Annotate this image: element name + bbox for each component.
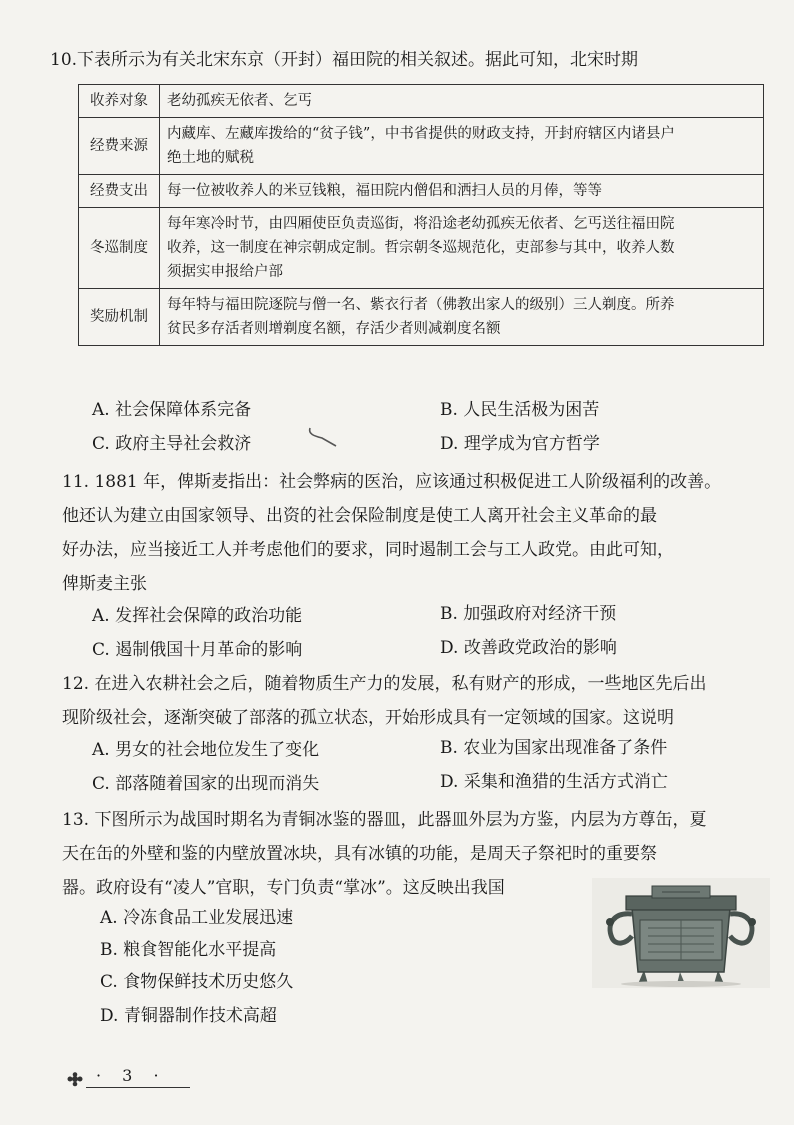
q11-option-d[interactable]: D. 改善政党政治的影响 [440,638,617,658]
q12-line-2: 现阶级社会，逐渐突破了部落的孤立状态，开始形成具有一定领域的国家。这说明 [62,708,674,728]
row-label: 经费来源 [79,118,160,175]
q11-option-a[interactable]: A. 发挥社会保障的政治功能 [92,606,303,626]
q11-line-3: 好办法，应当接近工人并考虑他们的要求，同时遏制工会与工人政党。由此可知， [62,540,674,560]
q13-option-c[interactable]: C. 食物保鲜技术历史悠久 [100,972,294,992]
q12-option-d[interactable]: D. 采集和渔猎的生活方式消亡 [440,772,668,792]
row-line: 收养，这一制度在神宗朝成定制。哲宗朝冬巡规范化，吏部参与其中，收养人数 [167,240,675,256]
q10-option-b[interactable]: B. 人民生活极为困苦 [440,400,600,420]
q11-line-4: 俾斯麦主张 [62,574,147,594]
q11-line-1: 11. 1881 年，俾斯麦指出：社会弊病的医治，应该通过积极促进工人阶级福利的改善。 [62,472,722,492]
q13-line-1: 13. 下图所示为战国时期名为青铜冰鉴的器皿，此器皿外层为方鉴，内层为方尊缶，夏 [62,810,707,830]
row-content [160,118,764,175]
footer-divider [86,1087,190,1088]
table-row [79,85,764,118]
table-row [79,208,764,289]
table-row [79,289,764,346]
row-label: 经费支出 [79,175,160,208]
row-line: 每年寒冷时节，由四厢使臣负责巡街，将沿途老幼孤疾无依者、乞丐送往福田院 [167,216,675,232]
q10-info-table [78,84,764,346]
row-line: 每一位被收养人的米豆钱粮，福田院内僧侣和洒扫人员的月俸，等等 [167,183,602,199]
q13-option-b[interactable]: B. 粮食智能化水平提高 [100,940,277,960]
row-label: 收养对象 [79,85,160,118]
row-label: 奖励机制 [79,289,160,346]
row-label: 冬巡制度 [79,208,160,289]
q13-line-3: 器。政府设有“凌人”官职，专门负责“掌冰”。这反映出我国 [62,878,505,898]
row-line: 绝土地的赋税 [167,150,254,166]
q12-option-a[interactable]: A. 男女的社会地位发生了变化 [92,740,320,760]
table-row [79,118,764,175]
row-line: 每年特与福田院逐院与僧一名、紫衣行者（佛教出家人的级别）三人剃度。所养 [167,297,675,313]
q11-option-c[interactable]: C. 遏制俄国十月革命的影响 [92,640,303,660]
flower-icon [66,1072,84,1088]
q11-line-2: 他还认为建立由国家领导、出资的社会保险制度是使工人离开社会主义革命的最 [62,506,657,526]
pen-mark-icon [304,424,340,450]
row-content [160,208,764,289]
q13-option-d[interactable]: D. 青铜器制作技术高超 [100,1006,277,1026]
row-line: 须据实申报给户部 [167,264,283,280]
q12-line-1: 12. 在进入农耕社会之后，随着物质生产力的发展，私有财产的形成，一些地区先后出 [62,674,707,694]
q12-option-c[interactable]: C. 部落随着国家的出现而消失 [92,774,320,794]
row-line: 贫民多存活者则增剃度名额，存活少者则减剃度名额 [167,321,501,337]
q10-option-a[interactable]: A. 社会保障体系完备 [92,400,252,420]
row-content [160,85,764,118]
q13-option-a[interactable]: A. 冷冻食品工业发展迅速 [100,908,294,928]
row-line: 老幼孤疾无依者、乞丐 [167,93,312,109]
row-content [160,175,764,208]
bronze-ice-jian-image [592,878,770,988]
q13-line-2: 天在缶的外壁和鉴的内壁放置冰块，具有冰镇的功能，是周天子祭祀时的重要祭 [62,844,657,864]
table-row [79,175,764,208]
row-content [160,289,764,346]
page-number: · 3 · [96,1066,167,1085]
row-line: 内藏库、左藏库拨给的“贫子钱”，中书省提供的财政支持，开封府辖区内诸县户 [167,126,675,142]
q10-stem: 10.下表所示为有关北宋东京（开封）福田院的相关叙述。据此可知，北宋时期 [50,50,639,70]
q10-option-c[interactable]: C. 政府主导社会救济 [92,434,252,454]
q12-option-b[interactable]: B. 农业为国家出现准备了条件 [440,738,668,758]
q10-option-d[interactable]: D. 理学成为官方哲学 [440,434,600,454]
q11-option-b[interactable]: B. 加强政府对经济干预 [440,604,617,624]
